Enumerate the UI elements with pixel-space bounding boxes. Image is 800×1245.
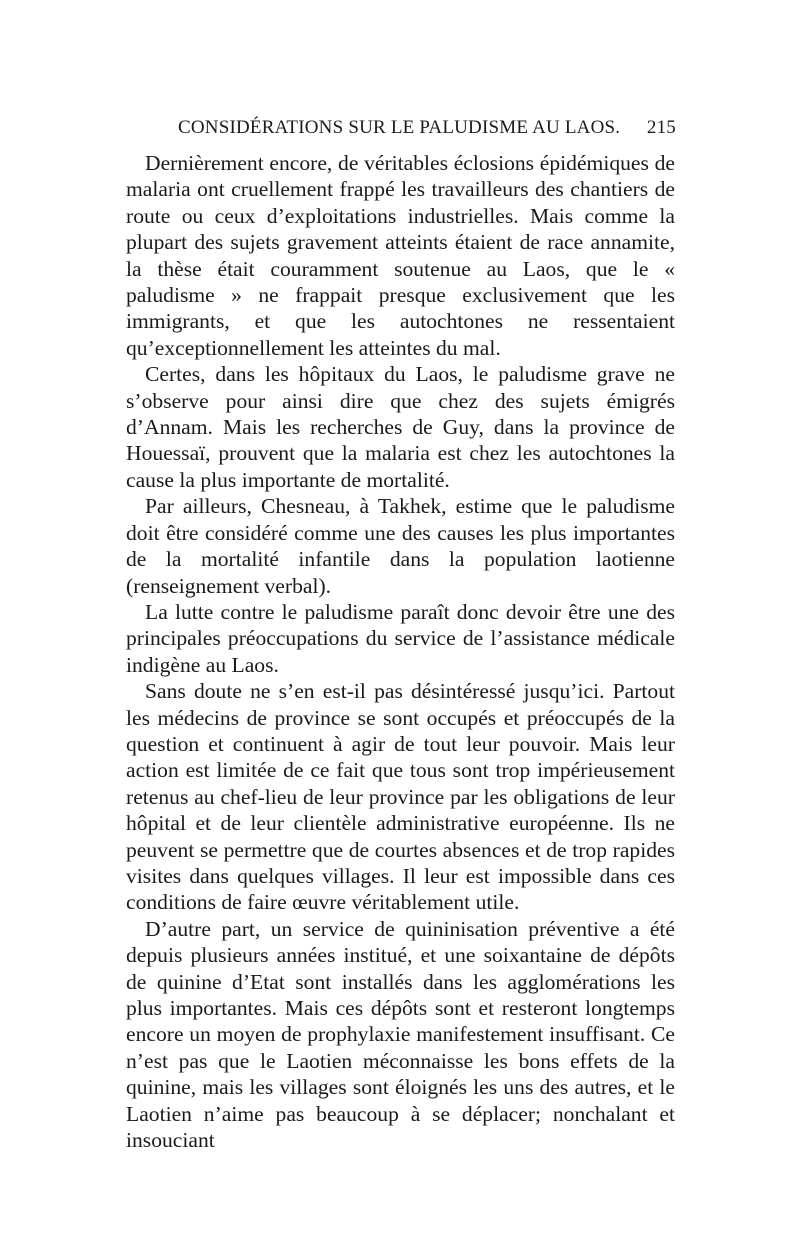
paragraph: Certes, dans les hôpitaux du Laos, le paludisme grave ne s’observe pour ainsi dire que chez des sujets émigrés d’Annam. Mais les recherches de Guy, dans la province de Houessaï, prouvent que la malaria est chez les autochtones la cause la plus importante de mortalité.: [126, 362, 675, 492]
paragraph: Sans doute ne s’en est-il pas désintéressé jusqu’ici. Partout les médecins de province se sont occupés et préoccupés de la question et continuent à agir de tout leur pouvoir. Mais leur action est limitée de ce fait que tous sont trop impérieusement retenus au chef-lieu de leur province par les obligations de leur hôpital et de leur clientèle administrative européenne. Ils ne peuvent se permettre que de courtes absences et de trop rapides visites dans quelques villages. Il leur est impossible dans ces conditions de faire œuvre véritablement utile.: [126, 679, 675, 915]
page-number: 215: [646, 117, 676, 138]
paragraph: La lutte contre le paludisme paraît donc devoir être une des principales préoccupations du service de l’assistance médicale indigène au Laos.: [126, 599, 675, 677]
running-title: CONSIDÉRATIONS SUR LE PALUDISME AU LAOS.: [178, 117, 621, 138]
paragraph: Par ailleurs, Chesneau, à Takhek, estime que le paludisme doit être considéré comme une des causes les plus importantes de la mortalité infantile dans la population laotienne (renseignement verbal).: [126, 494, 675, 598]
paragraph: Dernièrement encore, de véritables éclosions épidémiques de malaria ont cruellement frappé les travailleurs des chantiers de route ou ceux d’exploitations industrielles. Mais comme la plupart des sujets gravement atteints étaient de race annamite, la thèse était couramment soutenue au Laos, que le « paludisme » ne frappait presque exclusivement que les immigrants, et que les autochtones ne ressentaient qu’exceptionnellement les atteintes du mal.: [126, 151, 675, 360]
body-text: [126, 150, 675, 1153]
running-head: [178, 117, 676, 143]
paragraph: D’autre part, un service de quininisation préventive a été depuis plusieurs années institué, et une soixantaine de dépôts de quinine d’Etat sont installés dans les agglomérations les plus importantes. Mais ces dépôts sont et resteront longtemps encore un moyen de prophylaxie manifestement insuffisant. Ce n’est pas que le Laotien méconnaisse les bons effets de la quinine, mais les villages sont éloignés les uns des autres, et le Laotien n’aime pas beaucoup à se déplacer; nonchalant et insouciant: [126, 916, 675, 1153]
